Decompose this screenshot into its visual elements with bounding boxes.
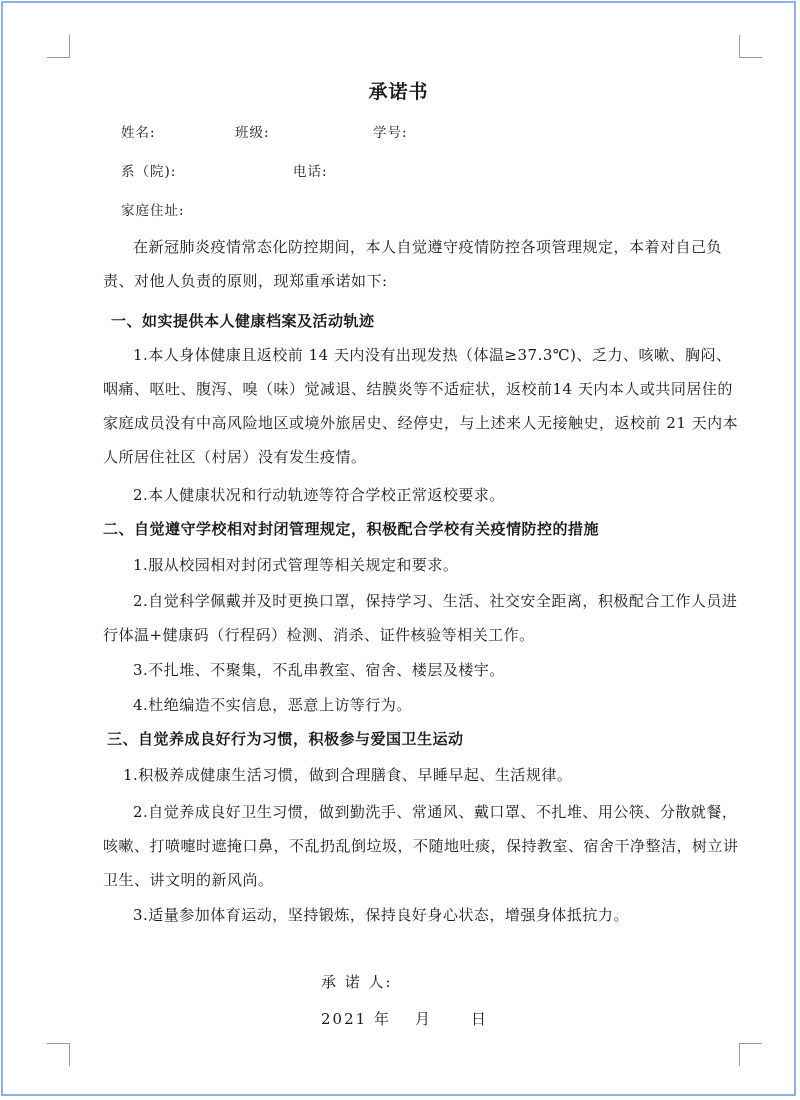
crop-mark-bottom-right [739,1043,762,1066]
date-day: 日 [471,1010,489,1028]
department-field-label: 系（院): [121,164,177,180]
section-2-item-4: 4.杜绝编造不实信息，恶意上访等行为。 [133,696,412,714]
name-field-label: 姓名: [121,125,156,141]
intro-paragraph: 在新冠肺炎疫情常态化防控期间，本人自觉遵守疫情防控各项管理规定，本着对自己负责、对他人负责的原则，现郑重承诺如下: [103,238,723,290]
section-3-item-1: 1.积极养成健康生活习惯，做到合理膳食、早睡早起、生活规律。 [123,766,573,784]
promisor-signature-label: 承 诺 人: [321,973,393,991]
date-month: 月 [415,1010,433,1028]
phone-field-label: 电话: [293,164,328,180]
section-3-item-3: 3.适量参加体育运动，坚持锻炼，保持良好身心状态，增强身体抵抗力。 [133,906,629,924]
class-field-label: 班级: [235,125,270,141]
document-title: 承诺书 [368,81,429,103]
section-3-heading: 三、自觉养成良好行为习惯，积极参与爱国卫生运动 [107,730,464,748]
section-2-item-3: 3.不扎堆、不聚集，不乱串教室、宿舍、楼层及楼宇。 [133,661,505,679]
crop-mark-top-left [47,35,70,58]
section-2-item-2: 2.自觉科学佩戴并及时更换口罩，保持学习、生活、社交安全距离，积极配合工作人员进行体温+健康码（行程码）检测、消杀、证件核验等相关工作。 [103,592,738,644]
student-id-field-label: 学号: [373,125,408,141]
section-1-item-1: 1.本人身体健康且返校前 14 天内没有出现发热（体温≥37.3℃)、乏力、咳嗽、胸闷、咽痛、呕吐、腹泻、嗅（味）觉减退、结膜炎等不适症状，返校前14 天内本人或共同居住的家庭成员没有中高风险地区或境外旅居史、经停史，与上述来人无接触史，返校前 21 天内本人所居住社区（村居）没有发生疫情。 [103,346,739,466]
crop-mark-bottom-left [47,1043,70,1066]
section-3-item-2: 2.自觉养成良好卫生习惯，做到勤洗手、常通风、戴口罩、不扎堆、用公筷、分散就餐，咳嗽、打喷嚏时遮掩口鼻，不乱扔乱倒垃圾，不随地吐痰，保持教室、宿舍干净整洁，树立讲卫生、讲文明的新风尚。 [103,803,739,889]
address-field-label: 家庭住址: [121,203,185,219]
date-year: 2021 年 [321,1010,391,1028]
section-2-heading: 二、自觉遵守学校相对封闭管理规定，积极配合学校有关疫情防控的措施 [103,520,600,538]
crop-mark-top-right [739,35,762,58]
section-1-heading: 一、如实提供本人健康档案及活动轨迹 [111,312,375,330]
section-2-item-1: 1.服从校园相对封闭式管理等相关规定和要求。 [133,556,459,574]
section-1-item-2: 2.本人健康状况和行动轨迹等符合学校正常返校要求。 [133,486,505,504]
document-page [1,1,796,1096]
